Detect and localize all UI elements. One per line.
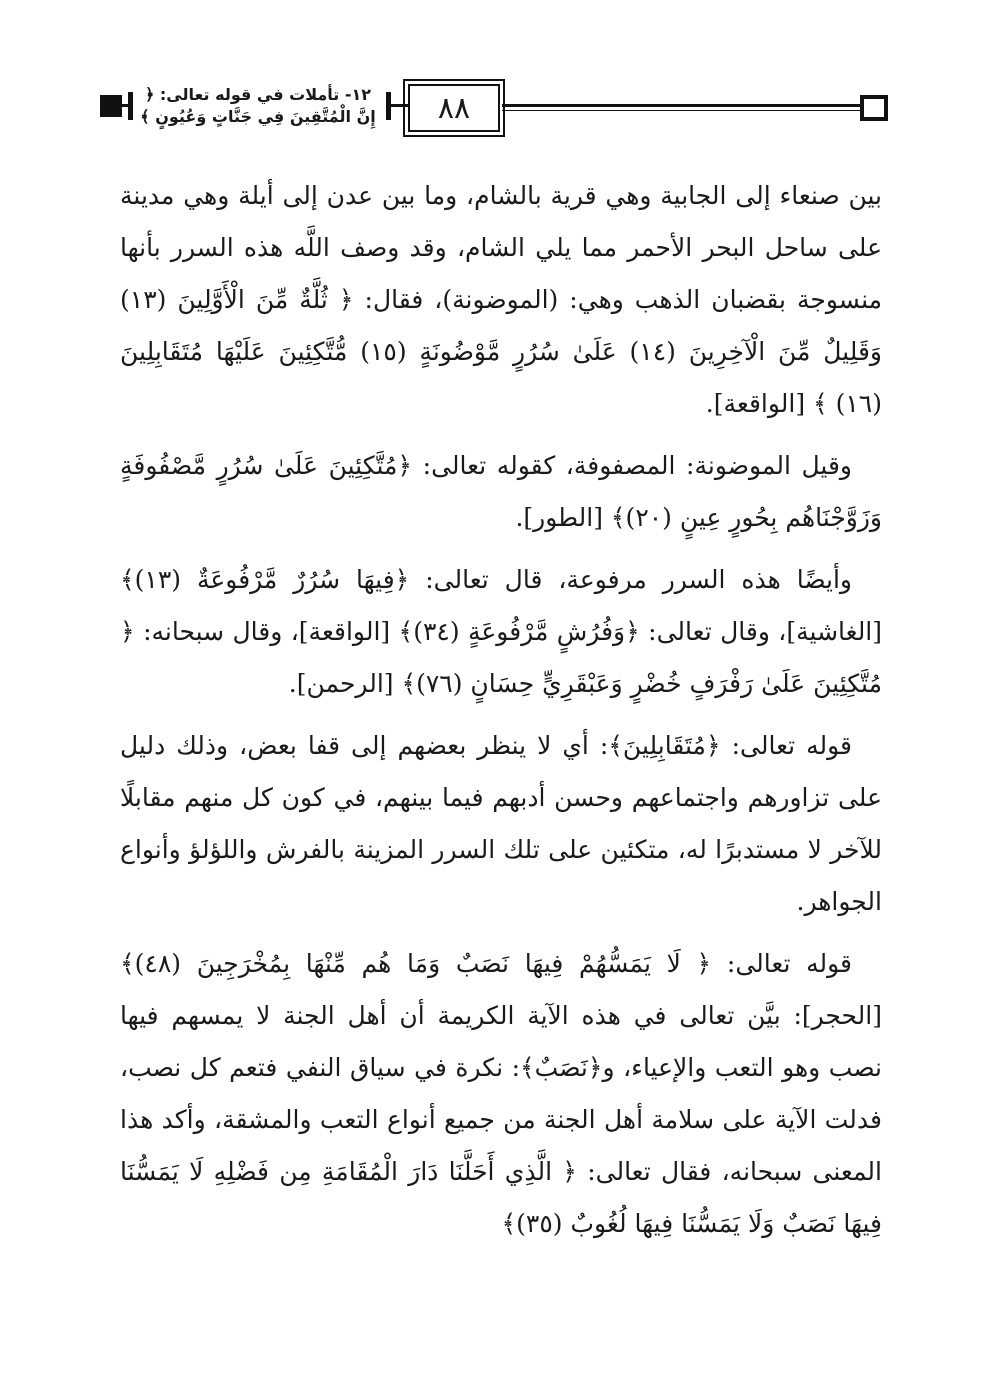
text-line: فيها نصب وهو التعب والإعياء، و﴿نَصَبٌ﴾: نكرة في سياق النفي xyxy=(120,1001,882,1082)
text-line: مَّصْفُوفَةٍ وَزَوَّجْنَاهُم بِحُورٍ عِينٍ (٢٠)﴾ [الطور]. xyxy=(120,451,882,532)
paragraph xyxy=(120,720,882,928)
text-line: ﴿ مُتَّكِئِينَ عَلَىٰ رَفْرَفٍ خُضْرٍ وَعَبْقَرِيٍّ حِسَانٍ (٧٦)﴾ [الرحمن]. xyxy=(120,617,882,698)
ornament-rule xyxy=(502,110,862,111)
ornament-left-square xyxy=(100,95,122,117)
text-line: قوله تعالى: ﴿ لَا يَمَسُّهُمْ فِيهَا نَصَبٌ وَمَا هُم مِّنْهَا بِمُخْرَجِينَ (٤٨)﴾ xyxy=(120,949,852,978)
text-line: بين صنعاء إلى الجابية وهي قرية بالشام، وما بين عدن إلى أيلة وهي xyxy=(183,181,883,210)
paragraph xyxy=(120,938,882,1250)
text-line: فتعم كل نصب، فدلت الآية على سلامة أهل الجنة من جميع أنواع xyxy=(120,1053,882,1134)
text-line: وقيل الموضونة: المصفوفة، كقوله تعالى: ﴿مُتَّكِئِينَ عَلَىٰ سُرُرٍ xyxy=(216,451,852,480)
paragraph xyxy=(120,554,882,710)
ornament-bar xyxy=(128,92,133,120)
running-header xyxy=(0,82,1004,132)
text-line: مُتَقَابِلِينَ (١٦) ﴾ [الواقعة]. xyxy=(120,337,882,418)
text-line: المزينة بالفرش واللؤلؤ وأنواع الجواهر. xyxy=(120,835,882,916)
text-line: ﴿ ثُلَّةٌ مِّنَ الْأَوَّلِينَ (١٣) وَقَلِيلٌ مِّنَ الْآخِرِينَ (١٤) عَلَىٰ سُرُرٍ مَّوْضُونَةٍ (١٥) مُّتَّكِئِينَ عَلَيْهَا xyxy=(120,285,883,366)
paragraph xyxy=(120,170,882,430)
text-line: وأيضًا هذه السرر مرفوعة، قال تعالى: ﴿فِيهَا سُرُرٌ مَّرْفُوعَةٌ (١٣)﴾ xyxy=(120,565,852,594)
paragraph xyxy=(120,440,882,544)
text-line: وذلك دليل على تزاورهم واجتماعهم وحسن أدبهم فيما بينهم، في xyxy=(120,731,882,812)
text-line: كون كل منهم مقابلًا للآخر لا مستدبرًا له، متكئين على تلك السرر xyxy=(120,783,882,864)
page-number: ٨٨ xyxy=(408,84,500,132)
chapter-title: ١٢- تأملات في قوله تعالى: ﴿ إِنَّ الْمُتَّقِينَ فِي جَنَّاتٍ وَعُيُونٍ ﴾ xyxy=(140,85,376,126)
text-line: [الحجر]: بيَّن تعالى في هذه الآية الكريمة أن أهل الجنة لا يمسهم xyxy=(171,1001,882,1030)
ornament-rule xyxy=(390,104,410,107)
text-line: قوله تعالى: ﴿مُتَقَابِلِينَ﴾: أي لا ينظر بعضهم إلى قفا بعض، xyxy=(239,731,852,760)
text-line: التعب والمشقة، وأكد هذا المعنى سبحانه، فقال تعالى: ﴿ الَّذِي xyxy=(120,1105,882,1186)
text-line: مدينة على ساحل البحر الأحمر مما يلي الشام، وقد وصف اللَّه xyxy=(120,181,882,262)
ornament-right-square xyxy=(860,95,888,121)
text-line: [الغاشية]، وقال تعالى: ﴿وَفُرُشٍ مَّرْفُوعَةٍ (٣٤)﴾ [الواقعة]، وقال سبحانه: xyxy=(143,617,883,646)
body-text xyxy=(120,170,882,1260)
text-line: أَحَلَّنَا دَارَ الْمُقَامَةِ مِن فَضْلِهِ لَا يَمَسُّنَا فِيهَا نَصَبٌ وَلَا يَمَسُّنَا فِيهَا لُغُوبٌ (٣٥)﴾ xyxy=(120,1157,882,1238)
text-line: هذه السرر بأنها منسوجة بقضبان الذهب وهي: (الموضونة)، فقال: xyxy=(120,233,883,314)
ornament-rule xyxy=(502,104,862,107)
